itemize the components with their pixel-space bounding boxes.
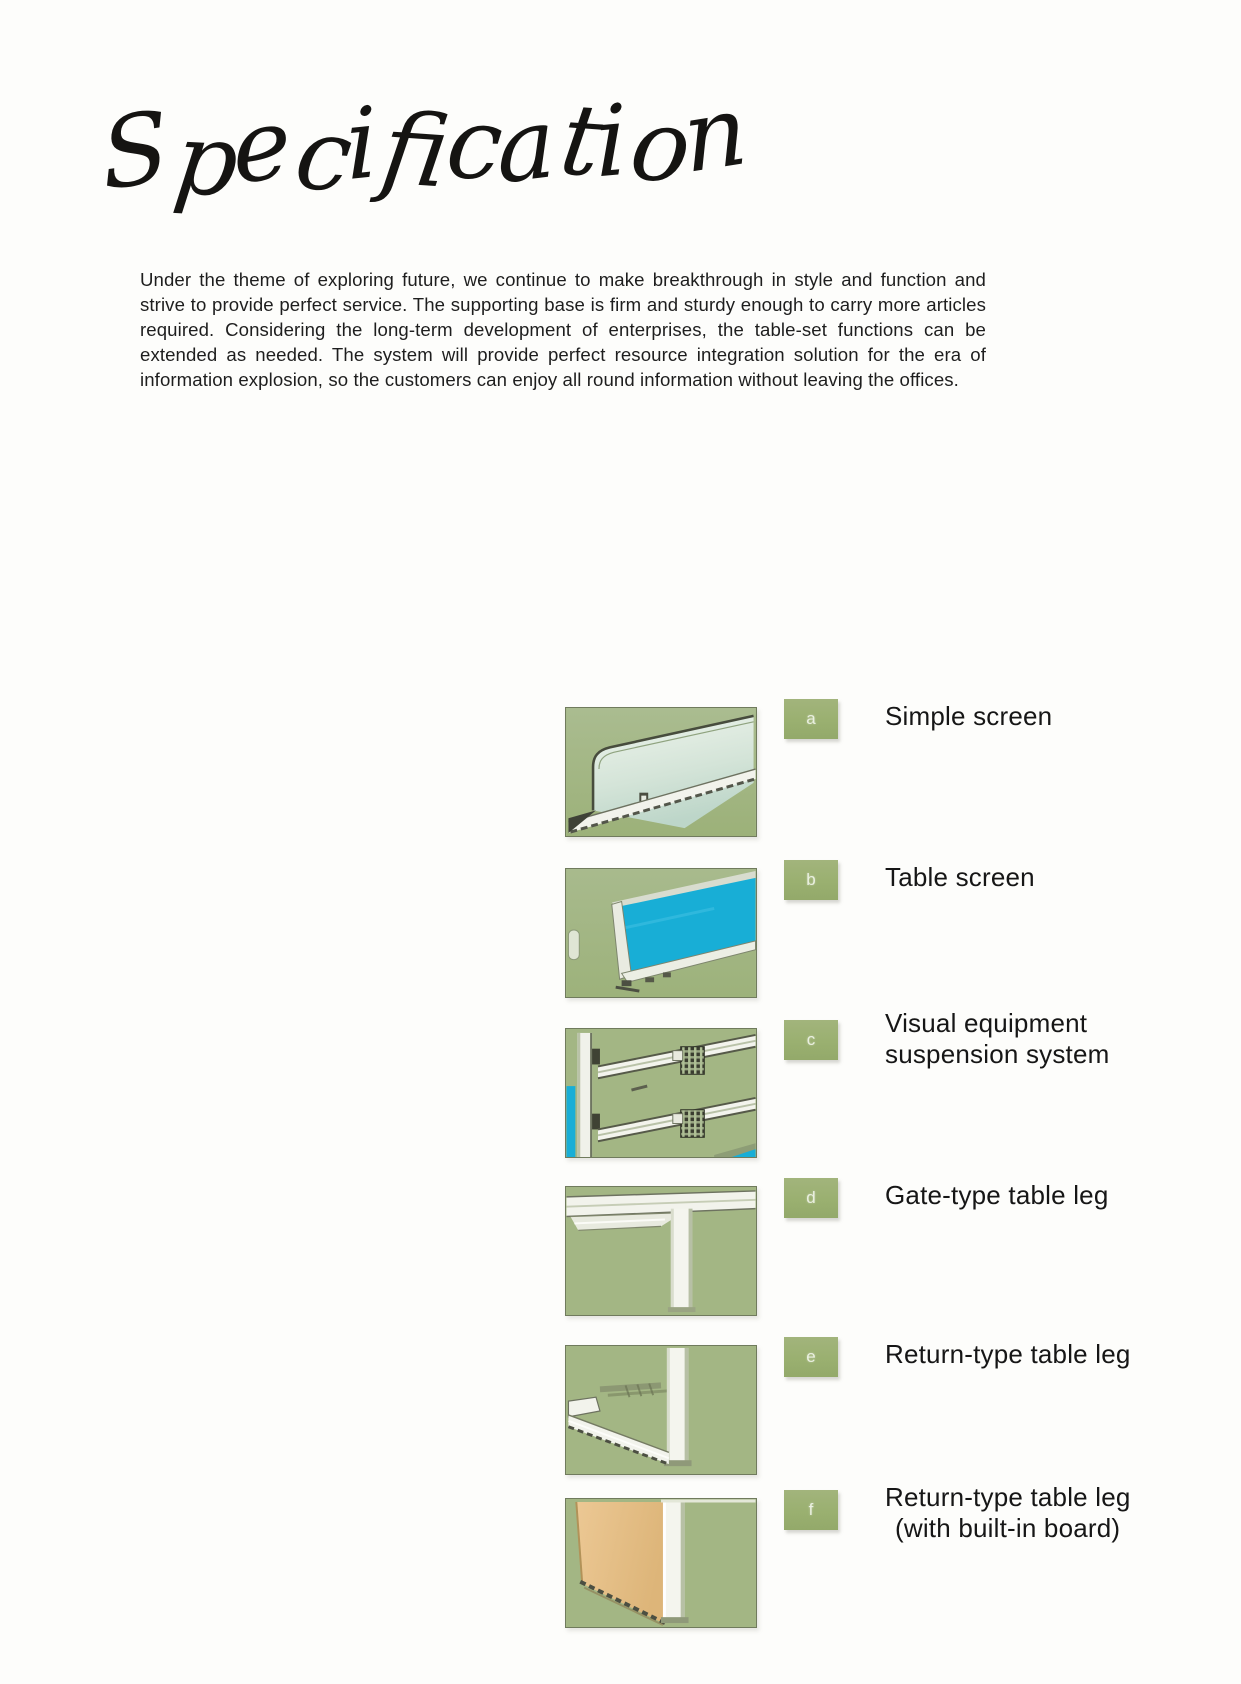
gate-leg-illustration bbox=[565, 1186, 757, 1316]
item-label bbox=[885, 701, 1215, 732]
handwritten-title-graphic bbox=[95, 40, 775, 240]
item-label bbox=[885, 862, 1215, 893]
table-screen-illustration bbox=[565, 868, 757, 998]
item-label-line1: Gate-type table leg bbox=[885, 1180, 1109, 1210]
badge-letter: b bbox=[806, 870, 816, 889]
item-label-line1: Return-type table leg bbox=[885, 1482, 1131, 1512]
badge-letter: d bbox=[806, 1188, 816, 1207]
item-label bbox=[885, 1008, 1215, 1070]
item-label bbox=[885, 1482, 1215, 1544]
item-label-line1: Simple screen bbox=[885, 701, 1053, 731]
item-letter-badge-d bbox=[784, 1178, 838, 1218]
item-label-line1: Visual equipment bbox=[885, 1008, 1088, 1038]
item-label-line1: Table screen bbox=[885, 862, 1035, 892]
badge-letter: e bbox=[806, 1347, 816, 1366]
item-label-line2: suspension system bbox=[885, 1039, 1110, 1069]
return-leg-board-illustration bbox=[565, 1498, 757, 1628]
page-title bbox=[95, 40, 775, 240]
simple-screen-illustration bbox=[565, 707, 757, 837]
item-label bbox=[885, 1339, 1215, 1370]
item-letter-badge-f bbox=[784, 1490, 838, 1530]
intro-paragraph: Under the theme of exploring future, we continue to make breakthrough in style and function and strive to provide perfect service. The supporting base is firm and sturdy enough to carry more articles required. Considering the long-term development of enterprises, the table-set functions can be extended as needed. The system will provide perfect resource integration solution for the era of information explosion, so the customers can enjoy all round information without leaving the offices. bbox=[140, 268, 986, 391]
return-leg-illustration bbox=[565, 1345, 757, 1475]
suspension-system-illustration bbox=[565, 1028, 757, 1158]
item-letter-badge-b bbox=[784, 860, 838, 900]
badge-letter: f bbox=[808, 1500, 814, 1519]
item-letter-badge-a bbox=[784, 699, 838, 739]
item-letter-badge-e bbox=[784, 1337, 838, 1377]
item-label-line2: (with built-in board) bbox=[895, 1513, 1121, 1543]
item-letter-badge-c bbox=[784, 1020, 838, 1060]
badge-letter: c bbox=[806, 1030, 816, 1049]
badge-letter: a bbox=[806, 709, 816, 728]
item-label bbox=[885, 1180, 1215, 1211]
item-label-line1: Return-type table leg bbox=[885, 1339, 1131, 1369]
page-title-text: Specification bbox=[96, 73, 752, 220]
